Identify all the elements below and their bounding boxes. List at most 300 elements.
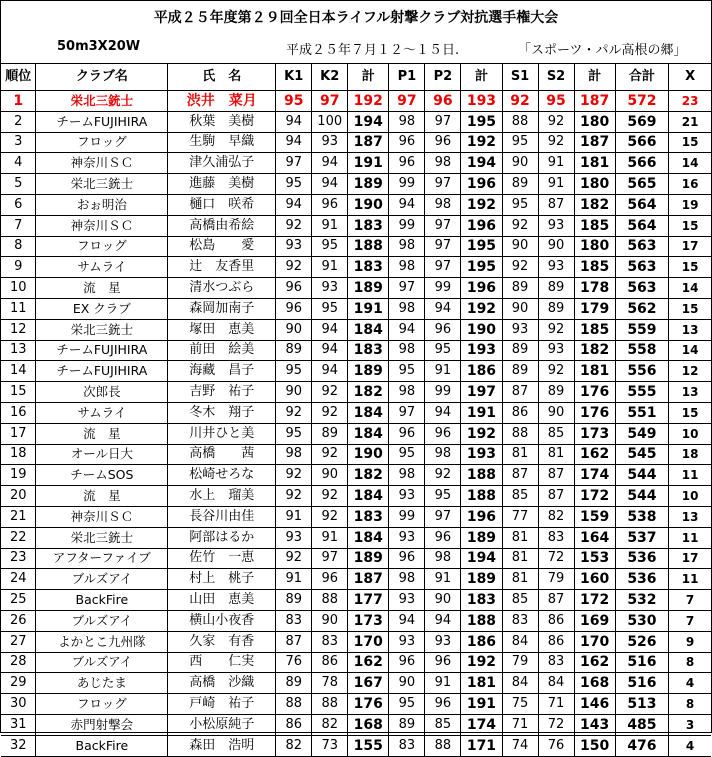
s2-cell: 87 <box>538 465 574 486</box>
s1-cell: 81 <box>502 548 538 569</box>
athlete-cell: 西 仁実 <box>168 652 276 673</box>
club-cell: チームFUJIHIRA <box>36 111 168 132</box>
k2-cell: 97 <box>312 91 348 112</box>
x-count-cell: 21 <box>669 111 711 132</box>
p2-cell: 97 <box>425 506 461 527</box>
s2-cell: 95 <box>538 91 574 112</box>
k2-cell: 92 <box>312 382 348 403</box>
s2-cell: 81 <box>538 444 574 465</box>
s1-cell: 95 <box>502 194 538 215</box>
p-total-cell: 181 <box>461 673 502 694</box>
s1-cell: 87 <box>502 382 538 403</box>
s-total-cell: 182 <box>574 340 615 361</box>
k-total-cell: 184 <box>348 527 389 548</box>
club-cell: サムライ <box>36 402 168 423</box>
athlete-cell: 高橋 茜 <box>168 444 276 465</box>
rank-cell: 31 <box>1 714 36 735</box>
k-total-cell: 176 <box>348 694 389 715</box>
s1-cell: 92 <box>502 257 538 278</box>
grand-total-cell: 572 <box>615 91 669 112</box>
table-row <box>1 548 711 569</box>
k1-cell: 98 <box>276 444 312 465</box>
p1-cell: 95 <box>389 361 425 382</box>
k2-cell: 90 <box>312 465 348 486</box>
p1-cell: 93 <box>389 486 425 507</box>
table-row <box>1 569 711 590</box>
athlete-cell: 塚田 恵美 <box>168 319 276 340</box>
x-count-cell: 7 <box>669 610 711 631</box>
table-row <box>1 527 711 548</box>
s-total-cell: 173 <box>574 423 615 444</box>
p1-cell: 94 <box>389 610 425 631</box>
x-count-cell: 9 <box>669 631 711 652</box>
x-count-cell: 17 <box>669 236 711 257</box>
club-cell: チームSOS <box>36 465 168 486</box>
p2-cell: 92 <box>425 465 461 486</box>
s2-cell: 72 <box>538 714 574 735</box>
club-cell: ブルズアイ <box>36 569 168 590</box>
p1-cell: 94 <box>389 319 425 340</box>
k-total-cell: 190 <box>348 194 389 215</box>
p2-cell: 90 <box>425 590 461 611</box>
col-k-total: 計 <box>348 64 389 91</box>
col-club: クラブ名 <box>36 64 168 91</box>
k-total-cell: 182 <box>348 382 389 403</box>
col-name: 氏 名 <box>168 64 276 91</box>
col-grand-total: 合計 <box>615 64 669 91</box>
p1-cell: 98 <box>389 111 425 132</box>
s1-cell: 89 <box>502 340 538 361</box>
rank-cell: 7 <box>1 215 36 236</box>
club-cell: サムライ <box>36 257 168 278</box>
s-total-cell: 185 <box>574 215 615 236</box>
grand-total-cell: 516 <box>615 652 669 673</box>
p-total-cell: 196 <box>461 278 502 299</box>
s2-cell: 79 <box>538 569 574 590</box>
club-cell: フロッグ <box>36 132 168 153</box>
k1-cell: 95 <box>276 361 312 382</box>
k1-cell: 89 <box>276 590 312 611</box>
table-row <box>1 673 711 694</box>
p2-cell: 94 <box>425 610 461 631</box>
k1-cell: 92 <box>276 486 312 507</box>
rank-cell: 28 <box>1 652 36 673</box>
grand-total-cell: 536 <box>615 569 669 590</box>
rank-cell: 5 <box>1 174 36 195</box>
table-row <box>1 506 711 527</box>
rank-cell: 1 <box>1 91 36 112</box>
table-row <box>1 631 711 652</box>
k-total-cell: 194 <box>348 111 389 132</box>
athlete-cell: 高橋 沙織 <box>168 673 276 694</box>
k2-cell: 90 <box>312 610 348 631</box>
p2-cell: 97 <box>425 215 461 236</box>
rank-cell: 23 <box>1 548 36 569</box>
p2-cell: 94 <box>425 402 461 423</box>
p-total-cell: 189 <box>461 569 502 590</box>
x-count-cell: 15 <box>669 402 711 423</box>
k1-cell: 97 <box>276 153 312 174</box>
k1-cell: 92 <box>276 215 312 236</box>
p2-cell: 98 <box>425 194 461 215</box>
table-row <box>1 111 711 132</box>
club-cell: 栄北三銃士 <box>36 91 168 112</box>
club-cell: おぉ明治 <box>36 194 168 215</box>
k-total-cell: 187 <box>348 132 389 153</box>
club-cell: フロッグ <box>36 694 168 715</box>
k-total-cell: 189 <box>348 174 389 195</box>
s1-cell: 92 <box>502 215 538 236</box>
s2-cell: 87 <box>538 590 574 611</box>
table-row <box>1 735 711 756</box>
k2-cell: 92 <box>312 402 348 423</box>
table-row <box>1 215 711 236</box>
k2-cell: 94 <box>312 340 348 361</box>
athlete-cell: 佐竹 一恵 <box>168 548 276 569</box>
event-dates: 平成２５年７月１２～１５日. <box>286 43 460 58</box>
grand-total-cell: 538 <box>615 506 669 527</box>
p-total-cell: 193 <box>461 444 502 465</box>
p2-cell: 95 <box>425 340 461 361</box>
p-total-cell: 196 <box>461 215 502 236</box>
rank-cell: 15 <box>1 382 36 403</box>
p2-cell: 98 <box>425 444 461 465</box>
s-total-cell: 162 <box>574 652 615 673</box>
s-total-cell: 146 <box>574 694 615 715</box>
k2-cell: 88 <box>312 590 348 611</box>
rank-cell: 25 <box>1 590 36 611</box>
s1-cell: 89 <box>502 174 538 195</box>
s-total-cell: 187 <box>574 91 615 112</box>
p1-cell: 93 <box>389 631 425 652</box>
p-total-cell: 192 <box>461 423 502 444</box>
athlete-cell: 森岡加南子 <box>168 298 276 319</box>
rank-cell: 13 <box>1 340 36 361</box>
p1-cell: 90 <box>389 673 425 694</box>
grand-total-cell: 530 <box>615 610 669 631</box>
grand-total-cell: 513 <box>615 694 669 715</box>
k-total-cell: 184 <box>348 319 389 340</box>
rank-cell: 14 <box>1 361 36 382</box>
k1-cell: 95 <box>276 174 312 195</box>
athlete-cell: 村上 桃子 <box>168 569 276 590</box>
s1-cell: 83 <box>502 610 538 631</box>
club-cell: ブルズアイ <box>36 652 168 673</box>
k2-cell: 83 <box>312 631 348 652</box>
p-total-cell: 190 <box>461 319 502 340</box>
table-row <box>1 132 711 153</box>
athlete-cell: 冬木 翔子 <box>168 402 276 423</box>
k2-cell: 86 <box>312 652 348 673</box>
p-total-cell: 183 <box>461 590 502 611</box>
p1-cell: 96 <box>389 652 425 673</box>
s1-cell: 85 <box>502 590 538 611</box>
event-name: 50m3X20W <box>57 39 141 54</box>
rank-cell: 12 <box>1 319 36 340</box>
p-total-cell: 188 <box>461 486 502 507</box>
s2-cell: 87 <box>538 486 574 507</box>
x-count-cell: 8 <box>669 694 711 715</box>
k2-cell: 96 <box>312 569 348 590</box>
x-count-cell: 3 <box>669 714 711 735</box>
p1-cell: 93 <box>389 527 425 548</box>
p2-cell: 97 <box>425 236 461 257</box>
p-total-cell: 189 <box>461 527 502 548</box>
club-cell: チームFUJIHIRA <box>36 361 168 382</box>
grand-total-cell: 516 <box>615 673 669 694</box>
k-total-cell: 182 <box>348 465 389 486</box>
table-row <box>1 278 711 299</box>
p-total-cell: 192 <box>461 298 502 319</box>
s2-cell: 92 <box>538 361 574 382</box>
k-total-cell: 187 <box>348 569 389 590</box>
k1-cell: 91 <box>276 506 312 527</box>
p-total-cell: 186 <box>461 631 502 652</box>
p1-cell: 93 <box>389 590 425 611</box>
grand-total-cell: 558 <box>615 340 669 361</box>
k-total-cell: 167 <box>348 673 389 694</box>
athlete-cell: 小松原純子 <box>168 714 276 735</box>
p1-cell: 97 <box>389 278 425 299</box>
s2-cell: 92 <box>538 132 574 153</box>
p1-cell: 98 <box>389 236 425 257</box>
k2-cell: 78 <box>312 673 348 694</box>
p2-cell: 99 <box>425 278 461 299</box>
k-total-cell: 183 <box>348 506 389 527</box>
p1-cell: 94 <box>389 194 425 215</box>
s1-cell: 71 <box>502 714 538 735</box>
p2-cell: 88 <box>425 735 461 756</box>
grand-total-cell: 532 <box>615 590 669 611</box>
athlete-cell: 長谷川由佳 <box>168 506 276 527</box>
rank-cell: 17 <box>1 423 36 444</box>
rank-cell: 4 <box>1 153 36 174</box>
k1-cell: 92 <box>276 257 312 278</box>
athlete-cell: 津久浦弘子 <box>168 153 276 174</box>
table-row <box>1 174 711 195</box>
club-cell: 流 星 <box>36 278 168 299</box>
p-total-cell: 195 <box>461 257 502 278</box>
p1-cell: 98 <box>389 465 425 486</box>
s1-cell: 84 <box>502 631 538 652</box>
s1-cell: 88 <box>502 111 538 132</box>
p1-cell: 99 <box>389 174 425 195</box>
s-total-cell: 170 <box>574 631 615 652</box>
table-row <box>1 652 711 673</box>
k2-cell: 94 <box>312 319 348 340</box>
s-total-cell: 176 <box>574 382 615 403</box>
grand-total-cell: 566 <box>615 153 669 174</box>
s1-cell: 87 <box>502 465 538 486</box>
k1-cell: 96 <box>276 298 312 319</box>
s2-cell: 82 <box>538 506 574 527</box>
s-total-cell: 185 <box>574 319 615 340</box>
rank-cell: 19 <box>1 465 36 486</box>
p-total-cell: 196 <box>461 174 502 195</box>
grand-total-cell: 564 <box>615 194 669 215</box>
s1-cell: 77 <box>502 506 538 527</box>
header-row <box>1 64 711 91</box>
p-total-cell: 195 <box>461 111 502 132</box>
s1-cell: 81 <box>502 527 538 548</box>
club-cell: 神奈川ＳＣ <box>36 153 168 174</box>
rank-cell: 27 <box>1 631 36 652</box>
s2-cell: 89 <box>538 278 574 299</box>
k2-cell: 97 <box>312 548 348 569</box>
k2-cell: 95 <box>312 298 348 319</box>
page-title: 平成２５年度第２９回全日本ライフル射撃クラブ対抗選手権大会 <box>153 10 559 26</box>
s2-cell: 87 <box>538 194 574 215</box>
s-total-cell: 150 <box>574 735 615 756</box>
p2-cell: 95 <box>425 486 461 507</box>
p2-cell: 96 <box>425 423 461 444</box>
k1-cell: 93 <box>276 236 312 257</box>
p-total-cell: 186 <box>461 361 502 382</box>
col-p1: P1 <box>389 64 425 91</box>
p-total-cell: 196 <box>461 506 502 527</box>
s2-cell: 93 <box>538 340 574 361</box>
club-cell: 神奈川ＳＣ <box>36 215 168 236</box>
s2-cell: 83 <box>538 652 574 673</box>
s-total-cell: 143 <box>574 714 615 735</box>
table-row <box>1 610 711 631</box>
rank-cell: 24 <box>1 569 36 590</box>
table-row <box>1 236 711 257</box>
k2-cell: 95 <box>312 236 348 257</box>
p1-cell: 96 <box>389 548 425 569</box>
x-count-cell: 10 <box>669 423 711 444</box>
p1-cell: 96 <box>389 423 425 444</box>
grand-total-cell: 563 <box>615 257 669 278</box>
club-cell: よかとこ九州隊 <box>36 631 168 652</box>
p2-cell: 91 <box>425 361 461 382</box>
k1-cell: 96 <box>276 278 312 299</box>
col-k2: K2 <box>312 64 348 91</box>
k1-cell: 88 <box>276 694 312 715</box>
table-row <box>1 361 711 382</box>
rank-cell: 8 <box>1 236 36 257</box>
x-count-cell: 16 <box>669 174 711 195</box>
k1-cell: 83 <box>276 610 312 631</box>
p1-cell: 96 <box>389 132 425 153</box>
p1-cell: 97 <box>389 402 425 423</box>
x-count-cell: 7 <box>669 590 711 611</box>
x-count-cell: 4 <box>669 673 711 694</box>
k-total-cell: 173 <box>348 610 389 631</box>
k2-cell: 93 <box>312 278 348 299</box>
k2-cell: 91 <box>312 527 348 548</box>
s2-cell: 76 <box>538 735 574 756</box>
x-count-cell: 14 <box>669 278 711 299</box>
club-cell: 流 星 <box>36 486 168 507</box>
k-total-cell: 155 <box>348 735 389 756</box>
results-body <box>1 91 711 757</box>
s2-cell: 92 <box>538 111 574 132</box>
p-total-cell: 194 <box>461 548 502 569</box>
p2-cell: 99 <box>425 382 461 403</box>
p2-cell: 96 <box>425 319 461 340</box>
k1-cell: 92 <box>276 548 312 569</box>
x-count-cell: 15 <box>669 257 711 278</box>
grand-total-cell: 537 <box>615 527 669 548</box>
s2-cell: 91 <box>538 174 574 195</box>
s-total-cell: 176 <box>574 402 615 423</box>
k1-cell: 89 <box>276 340 312 361</box>
k-total-cell: 191 <box>348 153 389 174</box>
k2-cell: 94 <box>312 153 348 174</box>
club-cell: EX クラブ <box>36 298 168 319</box>
k2-cell: 91 <box>312 257 348 278</box>
club-cell: 栄北三銃士 <box>36 174 168 195</box>
k-total-cell: 183 <box>348 215 389 236</box>
grand-total-cell: 564 <box>615 215 669 236</box>
table-row <box>1 340 711 361</box>
col-s-total: 計 <box>574 64 615 91</box>
s1-cell: 84 <box>502 673 538 694</box>
k-total-cell: 183 <box>348 340 389 361</box>
event-venue: 「スポーツ・パル高根の郷」 <box>518 43 687 58</box>
k2-cell: 94 <box>312 361 348 382</box>
p1-cell: 98 <box>389 569 425 590</box>
rank-cell: 29 <box>1 673 36 694</box>
athlete-cell: 清水つぶら <box>168 278 276 299</box>
k-total-cell: 183 <box>348 257 389 278</box>
s1-cell: 88 <box>502 423 538 444</box>
x-count-cell: 18 <box>669 444 711 465</box>
s-total-cell: 180 <box>574 174 615 195</box>
p1-cell: 95 <box>389 444 425 465</box>
col-x: X <box>669 64 711 91</box>
s2-cell: 93 <box>538 215 574 236</box>
athlete-cell: 水上 瑠美 <box>168 486 276 507</box>
s-total-cell: 162 <box>574 444 615 465</box>
k1-cell: 82 <box>276 735 312 756</box>
k2-cell: 73 <box>312 735 348 756</box>
s1-cell: 74 <box>502 735 538 756</box>
s2-cell: 85 <box>538 423 574 444</box>
x-count-cell: 19 <box>669 194 711 215</box>
p2-cell: 85 <box>425 714 461 735</box>
s2-cell: 86 <box>538 610 574 631</box>
club-cell: BackFire <box>36 735 168 756</box>
s2-cell: 86 <box>538 631 574 652</box>
x-count-cell: 14 <box>669 153 711 174</box>
s1-cell: 90 <box>502 298 538 319</box>
s-total-cell: 172 <box>574 486 615 507</box>
grand-total-cell: 559 <box>615 319 669 340</box>
grand-total-cell: 549 <box>615 423 669 444</box>
p1-cell: 97 <box>389 91 425 112</box>
col-rank: 順位 <box>1 64 36 91</box>
x-count-cell: 10 <box>669 486 711 507</box>
athlete-cell: 山田 恵美 <box>168 590 276 611</box>
rank-cell: 20 <box>1 486 36 507</box>
grand-total-cell: 476 <box>615 735 669 756</box>
p-total-cell: 188 <box>461 465 502 486</box>
k-total-cell: 184 <box>348 402 389 423</box>
s1-cell: 95 <box>502 132 538 153</box>
s-total-cell: 168 <box>574 673 615 694</box>
rank-cell: 2 <box>1 111 36 132</box>
s-total-cell: 160 <box>574 569 615 590</box>
athlete-cell: 横山小夜香 <box>168 610 276 631</box>
results-table <box>1 63 711 757</box>
k2-cell: 82 <box>312 714 348 735</box>
rank-cell: 26 <box>1 610 36 631</box>
x-count-cell: 23 <box>669 91 711 112</box>
rank-cell: 10 <box>1 278 36 299</box>
p1-cell: 83 <box>389 735 425 756</box>
